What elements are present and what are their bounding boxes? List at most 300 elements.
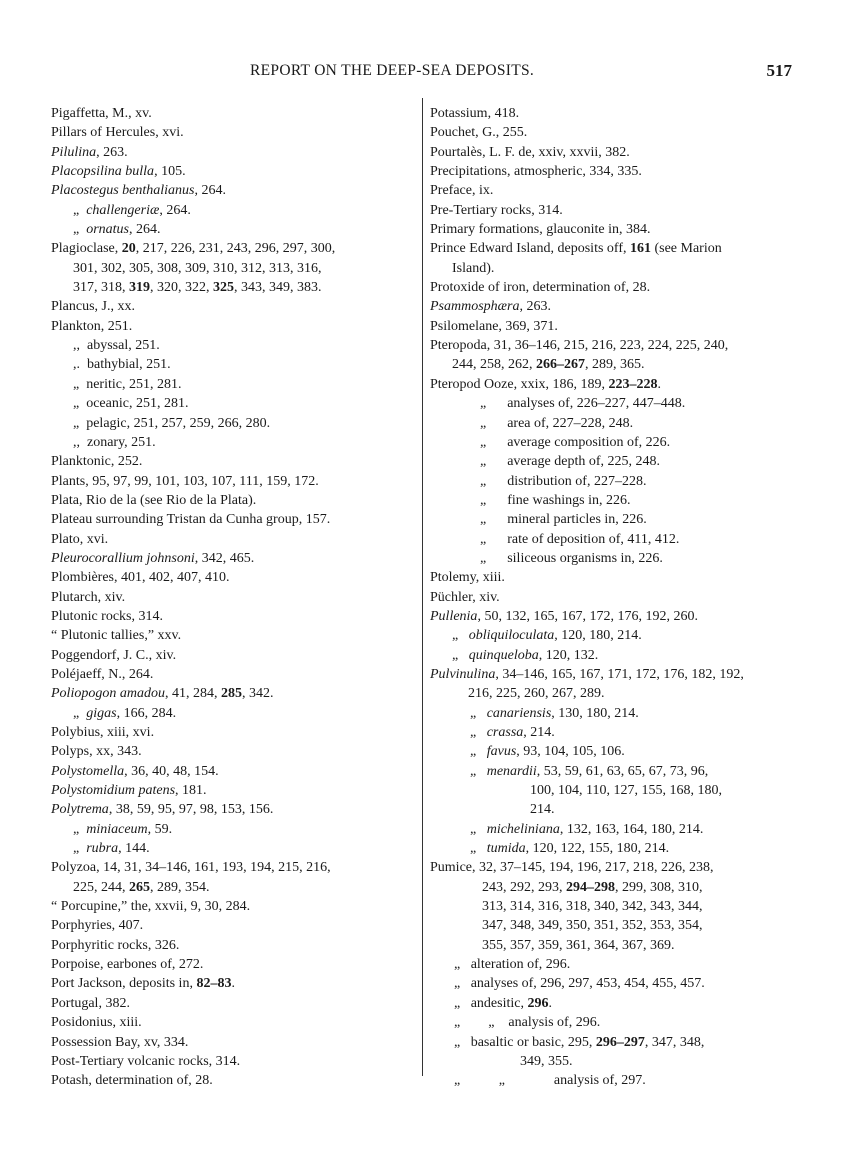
index-text: area of, 227–228, 248. bbox=[486, 415, 634, 431]
index-text: , 144. bbox=[118, 841, 150, 857]
index-line bbox=[51, 104, 417, 123]
index-text: oceanic, 251, 281. bbox=[79, 396, 189, 412]
index-text: „ bbox=[480, 512, 487, 528]
index-text: , 264. bbox=[194, 183, 226, 199]
index-line bbox=[430, 839, 800, 858]
index-text: 355, 357, 359, 361, 364, 367, 369. bbox=[482, 937, 675, 953]
index-text: Porphyritic rocks, 326. bbox=[51, 937, 180, 953]
index-text: average depth of, 225, 248. bbox=[486, 454, 661, 470]
index-line bbox=[430, 510, 800, 529]
index-text: siliceous organisms in, 226. bbox=[486, 550, 663, 566]
index-text: Polystomidium patens bbox=[51, 783, 176, 799]
index-line bbox=[51, 259, 417, 278]
index-text: Port Jackson, deposits in, bbox=[51, 976, 197, 992]
index-text: Pourtalès, L. F. de, xxiv, xxvii, 382. bbox=[430, 144, 630, 160]
index-text: 161 bbox=[629, 241, 651, 257]
index-line bbox=[430, 607, 800, 626]
index-text: Polystomella bbox=[51, 763, 125, 779]
index-line bbox=[51, 549, 417, 568]
index-text: Planktonic, 252. bbox=[51, 454, 143, 470]
index-text: Pteropoda, 31, 36–146, 215, 216, 223, 224, 225, 240, bbox=[430, 338, 729, 354]
index-line bbox=[430, 530, 800, 549]
index-text: Pillars of Hercules, xvi. bbox=[51, 125, 184, 141]
index-text: „ bbox=[73, 415, 80, 431]
index-text: 225, 244, bbox=[73, 879, 129, 895]
index-text: „ bbox=[470, 841, 477, 857]
index-line bbox=[51, 916, 417, 935]
index-text: , 34–146, 165, 167, 171, 172, 176, 182, 192, bbox=[495, 666, 744, 682]
index-text: , 53, 59, 61, 63, 65, 67, 73, 96, bbox=[536, 763, 709, 779]
index-text: , 50, 132, 165, 167, 172, 176, 192, 260. bbox=[477, 608, 698, 624]
index-text: Polybius, xiii, xvi. bbox=[51, 725, 155, 740]
index-text: Pteropod Ooze, xxix, 186, 189, bbox=[430, 376, 609, 392]
index-line bbox=[430, 1071, 800, 1090]
index-line bbox=[430, 1013, 800, 1032]
index-text: Polytrema bbox=[51, 802, 109, 818]
index-line bbox=[430, 355, 800, 374]
index-text: , 342. bbox=[241, 686, 274, 702]
index-text: quinqueloba bbox=[468, 647, 539, 663]
index-line bbox=[430, 878, 800, 897]
index-line bbox=[51, 278, 417, 297]
index-text: , 264. bbox=[129, 222, 161, 238]
index-line bbox=[51, 762, 417, 781]
index-text: „ bbox=[480, 473, 487, 489]
index-text: „ bbox=[470, 744, 477, 760]
index-text: , 93, 104, 105, 106. bbox=[516, 744, 625, 760]
index-text: micheliniana bbox=[486, 821, 560, 837]
index-text: „ bbox=[480, 415, 487, 431]
index-line bbox=[430, 994, 800, 1013]
index-text: Poggendorf, J. C., xiv. bbox=[51, 647, 177, 663]
index-line bbox=[51, 742, 417, 761]
index-line bbox=[430, 220, 800, 239]
index-text: Plutonic rocks, 314. bbox=[51, 608, 163, 624]
index-text: „ bbox=[480, 550, 487, 566]
index-text: gigas bbox=[86, 705, 117, 721]
index-line bbox=[51, 220, 417, 239]
index-text: , 320, 322, bbox=[150, 280, 213, 296]
index-text: , 130, 180, 214. bbox=[551, 705, 639, 721]
index-text bbox=[476, 822, 487, 837]
index-line bbox=[430, 781, 800, 800]
index-line bbox=[51, 510, 417, 529]
index-text: , 263. bbox=[96, 144, 128, 160]
index-text: , 347, 348, bbox=[644, 1034, 705, 1050]
index-line bbox=[51, 626, 417, 645]
index-text: „ bbox=[480, 531, 487, 547]
index-text: tumida bbox=[486, 841, 526, 857]
index-text: Plants, 95, 97, 99, 101, 103, 107, 111, 159, 172. bbox=[51, 473, 319, 489]
index-text: „ bbox=[454, 1034, 461, 1050]
index-text: „ bbox=[470, 763, 477, 779]
index-line bbox=[51, 162, 417, 181]
index-text: „ bbox=[454, 1073, 461, 1089]
index-line bbox=[51, 665, 417, 684]
index-text: Püchler, xiv. bbox=[430, 589, 500, 605]
index-line bbox=[430, 858, 800, 877]
index-text: . bbox=[548, 995, 552, 1011]
index-text: 349, 355. bbox=[520, 1053, 573, 1069]
index-text: „ bbox=[73, 705, 80, 721]
index-text: Polyzoa, 14, 31, 34–146, 161, 193, 194, 215, 216, bbox=[51, 860, 331, 876]
index-line bbox=[51, 955, 417, 974]
index-text: Pullenia bbox=[430, 608, 478, 624]
running-title: REPORT ON THE DEEP-SEA DEPOSITS. bbox=[250, 62, 535, 79]
index-line bbox=[51, 588, 417, 607]
page-header bbox=[0, 62, 850, 84]
index-text: 223–228 bbox=[608, 376, 658, 392]
index-line bbox=[430, 1052, 800, 1071]
index-text: Pleurocorallium johnsoni bbox=[51, 550, 195, 566]
index-text: „ analysis of, 296. bbox=[460, 1015, 601, 1031]
index-text: 285 bbox=[220, 686, 242, 702]
index-text: „ bbox=[470, 705, 477, 721]
index-text: Placostegus benthalianus bbox=[51, 183, 195, 199]
index-text: , 289, 365. bbox=[585, 357, 645, 373]
index-line bbox=[51, 530, 417, 549]
index-line bbox=[51, 452, 417, 471]
index-text: 294–298 bbox=[566, 879, 615, 895]
index-line bbox=[51, 1052, 417, 1071]
index-text: Plateau surrounding Tristan da Cunha group, 157. bbox=[51, 512, 331, 528]
index-line bbox=[430, 762, 800, 781]
index-text: Psammosphæra bbox=[430, 299, 520, 315]
index-text: Pulvinulina bbox=[430, 666, 496, 682]
index-line bbox=[430, 936, 800, 955]
index-line bbox=[430, 375, 800, 394]
index-text: „ bbox=[454, 976, 461, 992]
index-line bbox=[51, 394, 417, 413]
index-line bbox=[430, 1033, 800, 1052]
index-text: Psilomelane, 369, 371. bbox=[430, 318, 558, 334]
index-line bbox=[51, 646, 417, 665]
index-text: Pre-Tertiary rocks, 314. bbox=[430, 202, 563, 218]
index-line bbox=[430, 897, 800, 916]
index-text: „ bbox=[452, 647, 459, 663]
index-text: Polyps, xx, 343. bbox=[51, 744, 142, 760]
index-line bbox=[430, 742, 800, 761]
index-text: 313, 314, 316, 318, 340, 342, 343, 344, bbox=[482, 899, 703, 915]
index-text: Prince Edward Island, deposits off, bbox=[430, 241, 630, 257]
index-line bbox=[430, 259, 800, 278]
index-text: „ bbox=[454, 1015, 461, 1031]
index-text: Plankton, 251. bbox=[51, 318, 133, 334]
index-text: Plutarch, xiv. bbox=[51, 589, 126, 605]
index-line bbox=[430, 820, 800, 839]
index-text: pelagic, 251, 257, 259, 266, 280. bbox=[79, 415, 271, 431]
index-text bbox=[476, 744, 487, 759]
index-text: Portugal, 382. bbox=[51, 995, 130, 1011]
column-divider bbox=[422, 98, 423, 1076]
index-text bbox=[476, 764, 487, 779]
index-text: Primary formations, glauconite in, 384. bbox=[430, 222, 651, 238]
index-line bbox=[430, 452, 800, 471]
index-text: , 217, 226, 231, 243, 296, 297, 300, bbox=[135, 241, 336, 257]
index-line bbox=[51, 414, 417, 433]
index-column-left bbox=[51, 104, 417, 1091]
index-text: Porpoise, earbones of, 272. bbox=[51, 957, 204, 973]
index-text: distribution of, 227–228. bbox=[486, 473, 647, 489]
index-text: miniaceum bbox=[86, 821, 148, 837]
index-text: , 342, 465. bbox=[194, 550, 255, 566]
index-text: Porphyries, 407. bbox=[51, 918, 144, 934]
index-text: 244, 258, 262, bbox=[452, 357, 536, 373]
index-line bbox=[51, 1013, 417, 1032]
index-text: , 105. bbox=[154, 164, 186, 180]
index-line bbox=[51, 820, 417, 839]
index-text: , 120, 180, 214. bbox=[554, 628, 642, 644]
index-text: 216, 225, 260, 267, 289. bbox=[468, 686, 605, 702]
index-text: , 289, 354. bbox=[150, 879, 210, 895]
index-text: ,, bbox=[73, 338, 80, 354]
index-line bbox=[430, 974, 800, 993]
index-text: 317, 318, bbox=[73, 280, 129, 296]
index-text: 214. bbox=[530, 802, 555, 818]
index-text: Potash, determination of, 28. bbox=[51, 1073, 213, 1089]
index-line bbox=[430, 491, 800, 510]
index-text: 100, 104, 110, 127, 155, 168, 180, bbox=[530, 783, 722, 799]
index-line bbox=[430, 626, 800, 645]
index-line bbox=[430, 297, 800, 316]
index-line bbox=[430, 800, 800, 819]
index-line bbox=[430, 239, 800, 258]
index-text: Ptolemy, xiii. bbox=[430, 570, 505, 586]
index-line bbox=[430, 433, 800, 452]
index-text: , 120, 122, 155, 180, 214. bbox=[525, 841, 670, 857]
index-line bbox=[430, 704, 800, 723]
index-text: bathybial, 251. bbox=[80, 357, 171, 373]
index-text: Posidonius, xiii. bbox=[51, 1015, 142, 1031]
index-text: analyses of, 226–227, 447–448. bbox=[486, 396, 686, 412]
index-text: „ bbox=[454, 995, 461, 1011]
index-text: , 132, 163, 164, 180, 214. bbox=[559, 821, 704, 837]
index-line bbox=[51, 723, 417, 742]
index-text: , 166, 284. bbox=[116, 705, 177, 721]
index-line bbox=[430, 278, 800, 297]
index-line bbox=[430, 123, 800, 142]
index-text: „ bbox=[73, 376, 80, 392]
index-text: „ bbox=[452, 628, 459, 644]
index-text: . bbox=[231, 976, 235, 992]
index-text: Plagioclase, bbox=[51, 241, 122, 257]
index-line bbox=[51, 800, 417, 819]
index-text: „ bbox=[470, 725, 477, 740]
index-text: „ bbox=[480, 434, 487, 450]
index-text: „ bbox=[73, 821, 80, 837]
index-text: Pumice, 32, 37–145, 194, 196, 217, 218, 226, 238, bbox=[430, 860, 714, 876]
index-text: Plancus, J., xx. bbox=[51, 299, 135, 315]
index-line bbox=[51, 181, 417, 200]
index-line bbox=[430, 646, 800, 665]
index-text: 347, 348, 349, 350, 351, 352, 353, 354, bbox=[482, 918, 703, 934]
index-text: average composition of, 226. bbox=[486, 434, 671, 450]
index-text bbox=[458, 648, 469, 663]
index-text: Potassium, 418. bbox=[430, 106, 520, 121]
index-text: rate of deposition of, 411, 412. bbox=[486, 531, 680, 547]
index-line bbox=[430, 684, 800, 703]
index-text: 82–83 bbox=[196, 976, 232, 992]
index-text: zonary, 251. bbox=[80, 434, 156, 450]
index-line bbox=[430, 201, 800, 220]
index-text: , 181. bbox=[175, 783, 207, 799]
index-line bbox=[51, 355, 417, 374]
index-text: 266–267 bbox=[536, 357, 585, 373]
index-text: Possession Bay, xv, 334. bbox=[51, 1034, 189, 1050]
index-line bbox=[430, 665, 800, 684]
index-text: 296 bbox=[527, 995, 549, 1011]
index-line bbox=[51, 1033, 417, 1052]
index-text: Pigaffetta, M., xv. bbox=[51, 106, 152, 121]
index-line bbox=[430, 588, 800, 607]
index-text: Pilulina bbox=[51, 144, 97, 160]
index-line bbox=[430, 723, 800, 742]
index-line bbox=[430, 955, 800, 974]
index-text: „ analysis of, 297. bbox=[460, 1073, 646, 1089]
index-text: 319 bbox=[129, 280, 150, 296]
index-line bbox=[51, 336, 417, 355]
index-line bbox=[430, 394, 800, 413]
index-line bbox=[430, 162, 800, 181]
index-text: fine washings in, 226. bbox=[486, 492, 631, 508]
index-line bbox=[430, 916, 800, 935]
index-line bbox=[51, 491, 417, 510]
index-text: obliquiloculata bbox=[468, 628, 555, 644]
index-text: Preface, ix. bbox=[430, 183, 494, 199]
index-text: basaltic or basic, 295, bbox=[460, 1034, 596, 1050]
index-text: Pouchet, G., 255. bbox=[430, 125, 528, 141]
index-text: „ bbox=[480, 492, 487, 508]
index-text: Precipitations, atmospheric, 334, 335. bbox=[430, 164, 642, 180]
index-line bbox=[51, 704, 417, 723]
index-line bbox=[51, 472, 417, 491]
index-text: neritic, 251, 281. bbox=[79, 376, 182, 392]
index-text: “ Porcupine,” the, xxvii, 9, 30, 284. bbox=[51, 899, 251, 915]
index-text: 265 bbox=[129, 879, 150, 895]
index-line bbox=[51, 123, 417, 142]
index-text: Poliopogon amadou bbox=[51, 686, 165, 702]
index-text: , 263. bbox=[519, 299, 551, 315]
index-text: , 36, 40, 48, 154. bbox=[124, 763, 219, 779]
index-line bbox=[51, 568, 417, 587]
index-text: „ bbox=[73, 202, 80, 218]
index-text: , 38, 59, 95, 97, 98, 153, 156. bbox=[108, 802, 274, 818]
index-text: rubra bbox=[86, 841, 119, 857]
index-text: ornatus bbox=[86, 222, 130, 238]
index-text: canariensis bbox=[486, 705, 552, 721]
index-line bbox=[51, 143, 417, 162]
index-text bbox=[476, 841, 487, 856]
index-text: analyses of, 296, 297, 453, 454, 455, 457. bbox=[460, 976, 705, 992]
index-line bbox=[430, 549, 800, 568]
index-line bbox=[430, 143, 800, 162]
index-text: „ bbox=[480, 454, 487, 470]
index-text: 301, 302, 305, 308, 309, 310, 312, 313, 316, bbox=[73, 260, 322, 276]
index-text: crassa bbox=[486, 725, 524, 740]
index-line bbox=[51, 239, 417, 258]
index-text: Placopsilina bulla bbox=[51, 164, 155, 180]
index-text: Post-Tertiary volcanic rocks, 314. bbox=[51, 1053, 241, 1069]
index-column-right bbox=[430, 104, 800, 1091]
index-line bbox=[51, 897, 417, 916]
index-line bbox=[51, 858, 417, 877]
index-text: 243, 292, 293, bbox=[482, 879, 566, 895]
index-text: , 41, 284, bbox=[164, 686, 221, 702]
index-text: „ bbox=[73, 396, 80, 412]
index-text: mineral particles in, 226. bbox=[486, 512, 647, 528]
index-text: ,, bbox=[73, 434, 80, 450]
index-text: „ bbox=[470, 821, 477, 837]
index-line bbox=[51, 607, 417, 626]
index-text: 20 bbox=[121, 241, 136, 257]
index-text: “ Plutonic tallies,” xxv. bbox=[51, 628, 182, 644]
index-line bbox=[51, 878, 417, 897]
index-text bbox=[476, 706, 487, 721]
index-text: Plato, xvi. bbox=[51, 531, 109, 547]
index-line bbox=[51, 433, 417, 452]
index-text: challengeriæ bbox=[86, 202, 160, 218]
index-text: „ bbox=[480, 396, 487, 412]
index-text: Island). bbox=[452, 260, 495, 276]
index-text: Protoxide of iron, determination of, 28. bbox=[430, 280, 651, 296]
index-text: , 264. bbox=[159, 202, 191, 218]
index-text: , 214. bbox=[523, 725, 555, 740]
index-text: abyssal, 251. bbox=[80, 338, 160, 354]
index-line bbox=[430, 181, 800, 200]
page-number: 517 bbox=[766, 61, 792, 80]
index-text: „ bbox=[73, 841, 80, 857]
index-line bbox=[51, 297, 417, 316]
index-line bbox=[430, 568, 800, 587]
index-line bbox=[51, 974, 417, 993]
index-text: Plata, Rio de la (see Rio de la Plata). bbox=[51, 492, 257, 508]
index-line bbox=[430, 414, 800, 433]
index-text bbox=[476, 725, 487, 740]
index-line bbox=[51, 375, 417, 394]
index-text: , 343, 349, 383. bbox=[234, 280, 322, 296]
index-line bbox=[51, 684, 417, 703]
index-text: alteration of, 296. bbox=[460, 957, 571, 973]
index-text: , 299, 308, 310, bbox=[615, 879, 703, 895]
index-line bbox=[430, 317, 800, 336]
index-text: (see Marion bbox=[650, 241, 722, 257]
index-line bbox=[430, 336, 800, 355]
index-line bbox=[51, 839, 417, 858]
index-line bbox=[51, 781, 417, 800]
index-text: . bbox=[657, 376, 661, 392]
index-text: 296–297 bbox=[595, 1034, 645, 1050]
index-text: ,. bbox=[73, 357, 80, 373]
index-line bbox=[51, 1071, 417, 1090]
index-text: , 120, 132. bbox=[538, 647, 599, 663]
index-text: , 59. bbox=[147, 821, 173, 837]
index-text bbox=[458, 628, 469, 643]
index-text: favus bbox=[486, 744, 517, 760]
index-text: Plombières, 401, 402, 407, 410. bbox=[51, 570, 230, 586]
index-text: menardii bbox=[486, 763, 537, 779]
index-line bbox=[51, 317, 417, 336]
index-text: „ bbox=[73, 222, 80, 238]
index-text: andesitic, bbox=[460, 995, 528, 1011]
index-text: Poléjaeff, N., 264. bbox=[51, 666, 154, 682]
index-line bbox=[430, 104, 800, 123]
index-text: „ bbox=[454, 957, 461, 973]
index-line bbox=[51, 936, 417, 955]
index-line bbox=[430, 472, 800, 491]
index-line bbox=[51, 994, 417, 1013]
index-line bbox=[51, 201, 417, 220]
index-text: 325 bbox=[213, 280, 234, 296]
